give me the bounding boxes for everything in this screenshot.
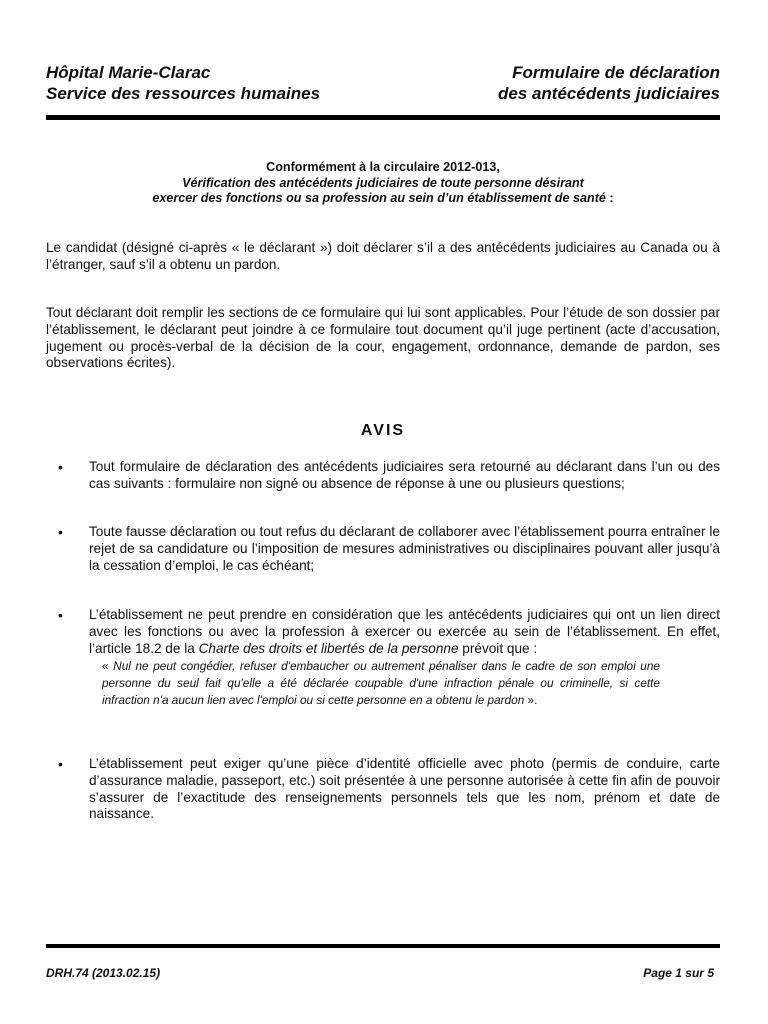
quote-close-mark: ». xyxy=(524,692,538,707)
avis-item-text-end: prévoit que : xyxy=(458,640,538,656)
form-title-line1: Formulaire de déclaration xyxy=(512,63,720,82)
organization-block xyxy=(46,62,320,104)
avis-item xyxy=(58,607,720,708)
footer-divider xyxy=(46,944,720,948)
avis-item-text: L’établissement peut exiger qu’une pièce d’identité officielle avec photo (permis de conduire, carte d’assurance maladie, passeport, etc.) soit présentée à une personne autorisée à cette fin afin de pouvoir s’assurer de l’exactitude des renseignements personnels tels que les nom, prénom et date de naissance. xyxy=(89,756,720,822)
verification-title-line2-text: exercer des fonctions ou sa profession au sein d’un établissement de santé xyxy=(152,191,606,205)
bullet-icon: • xyxy=(58,756,63,772)
verification-title-line2 xyxy=(46,191,720,207)
verification-title-colon: : xyxy=(605,191,614,205)
avis-item xyxy=(58,524,720,574)
bullet-icon: • xyxy=(58,459,63,475)
header-divider xyxy=(46,115,720,120)
circular-reference: Conformément à la circulaire 2012-013, xyxy=(266,160,500,174)
declarant-paragraph: Le candidat (désigné ci-après « le déclarant ») doit déclarer s’il a des antécédents judiciaires au Canada ou à l’étranger, sauf s’il a obtenu un pardon. xyxy=(46,240,720,272)
quote-open-mark: « xyxy=(102,659,114,674)
intro-heading xyxy=(46,160,720,207)
avis-item-text-start: L’établissement ne peut prendre en considération que les antécédents judiciaires qui ont un lien direct avec les fonctions ou avec la profession à exercer ou exercée au sein de l’établissement. En effet, l’article 18.2 de la xyxy=(89,607,720,656)
avis-item-text: Toute fausse déclaration ou tout refus du déclarant de collaborer avec l’établissement pourra entraîner le rejet de sa candidature ou l’imposition de mesures administratives ou disciplinaires pouvant aller jusqu’à la cessation d’emploi, le cas échéant; xyxy=(89,524,720,573)
quote-text: Nul ne peut congédier, refuser d'embaucher ou autrement pénaliser dans le cadre de son emploi une personne du seul fait qu'elle a été déclarée coupable d'une infraction pénale ou criminelle, si cette infraction n'a aucun lien avec l'emploi ou si cette personne en a obtenu le pardon xyxy=(102,659,660,707)
avis-heading: AVIS xyxy=(360,422,406,439)
form-title-block xyxy=(498,62,720,104)
form-title-line2: des antécédents judiciaires xyxy=(497,84,720,103)
form-code: DRH.74 (2013.02.15) xyxy=(46,966,161,980)
department-name: Service des ressources humaines xyxy=(46,84,321,103)
charter-title: Charte des droits et libertés de la personne xyxy=(198,640,459,656)
avis-item xyxy=(58,459,720,493)
bullet-icon: • xyxy=(58,607,63,623)
avis-item-text xyxy=(89,607,720,657)
charter-quote xyxy=(102,658,660,708)
page-number: Page 1 sur 5 xyxy=(643,966,714,980)
avis-item xyxy=(58,756,720,823)
verification-title-line1: Vérification des antécédents judiciaires de toute personne désirant xyxy=(182,175,584,190)
document-footer xyxy=(46,966,714,980)
document-header xyxy=(46,62,720,104)
bullet-icon: • xyxy=(58,524,63,540)
instructions-paragraph: Tout déclarant doit remplir les sections de ce formulaire qui lui sont applicables. Pour l’étude de son dossier par l’établissement, le déclarant peut joindre à ce formulaire tout document qu’il juge pertinent (acte d’accusation, jugement ou procès-verbal de la décision de la cour, engagement, ordonnance, demande de pardon, ses observations écrites). xyxy=(46,305,720,371)
avis-item-text: Tout formulaire de déclaration des antécédents judiciaires sera retourné au déclarant dans l’un ou des cas suivants : formulaire non signé ou absence de réponse à une ou plusieurs questions; xyxy=(89,459,720,491)
hospital-name: Hôpital Marie-Clarac xyxy=(46,63,211,82)
